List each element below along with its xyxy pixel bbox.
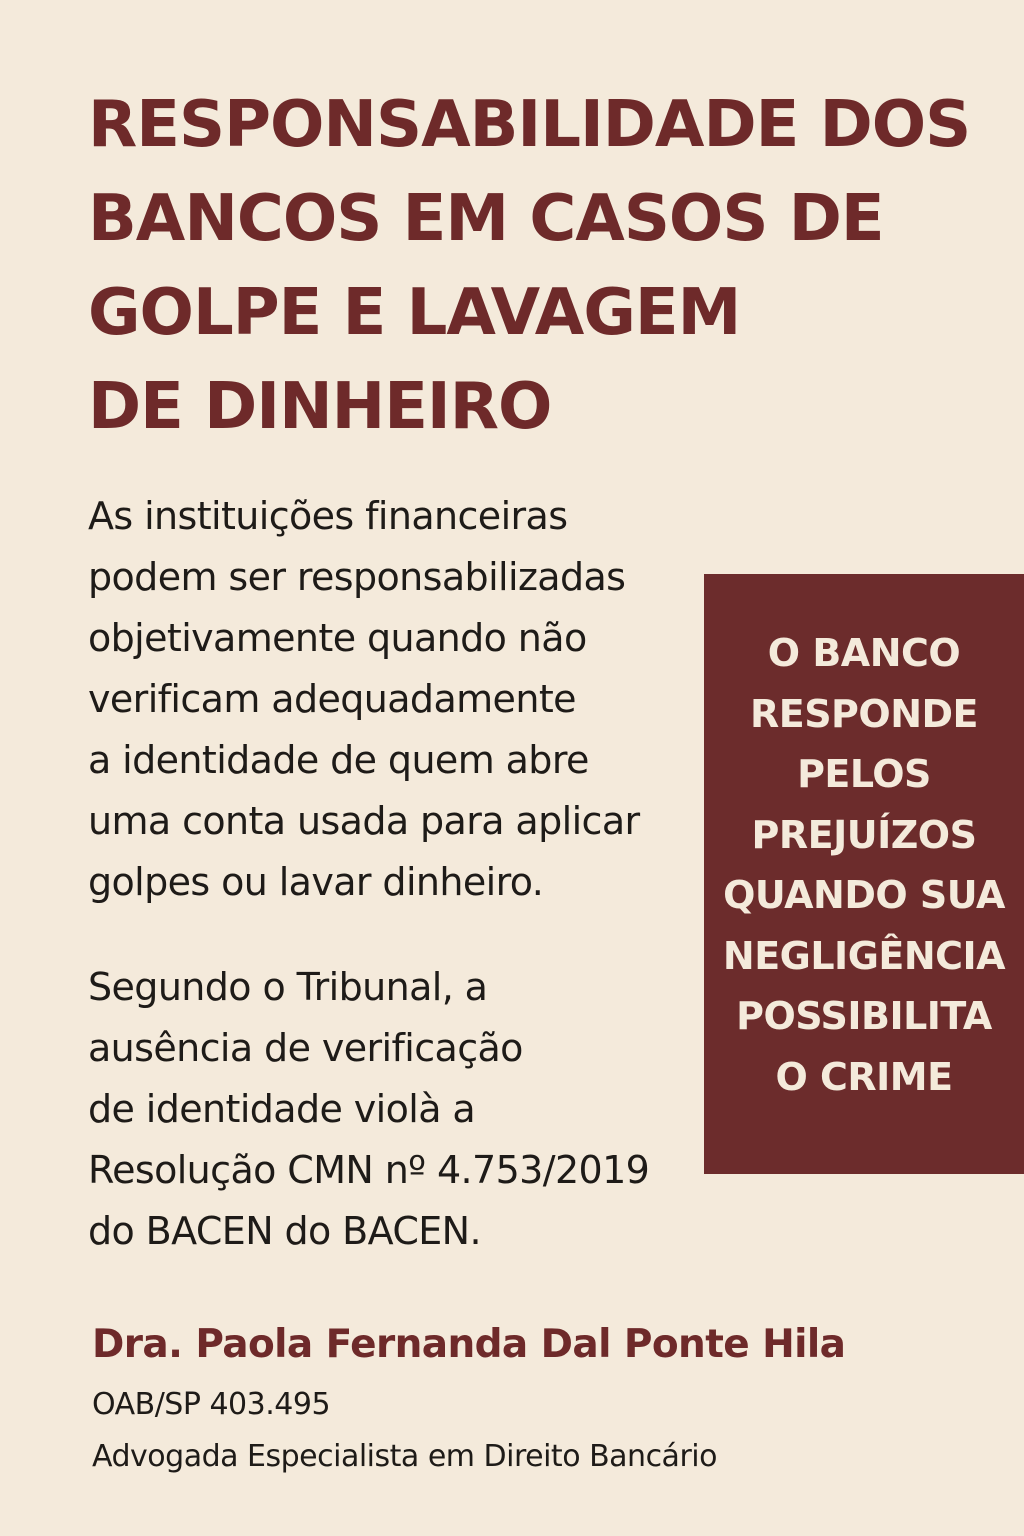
paragraph-line: Segundo o Tribunal, a (88, 965, 488, 1009)
body-paragraph-2 (88, 957, 649, 1262)
paragraph-line: de identidade violà a (88, 1087, 476, 1131)
callout-line: PELOS (797, 752, 931, 796)
paragraph-line: golpes ou lavar dinheiro. (88, 860, 544, 904)
callout-line: POSSIBILITA (736, 994, 992, 1038)
callout-line: NEGLIGÊNCIA (722, 933, 1006, 978)
callout-line: QUANDO SUA (723, 873, 1005, 917)
paragraph-line: uma conta usada para aplicar (88, 799, 640, 843)
title-line: BANCOS EM CASOS DE (88, 182, 884, 256)
author-name: Dra. Paola Fernanda Dal Ponte Hila (92, 1322, 846, 1367)
paragraph-line: ausência de verificação (88, 1026, 523, 1070)
paragraph-line: podem ser responsabilizadas (88, 555, 626, 599)
callout-line: O CRIME (775, 1054, 953, 1099)
callout-line: RESPONDE (749, 691, 979, 736)
paragraph-line: As instituições financeiras (88, 494, 568, 538)
paragraph-line: verificam adequadamente (88, 677, 576, 721)
title-line: DE DINHEIRO (88, 370, 552, 444)
callout-box (704, 574, 1024, 1174)
paragraph-line: a identidade de quem abre (88, 738, 589, 782)
callout-line: O BANCO (767, 631, 961, 675)
page-title (88, 78, 971, 454)
callout-text (723, 623, 1005, 1107)
callout-line: PREJUÍZOS (751, 812, 977, 857)
paragraph-line: Resolução CMN nº 4.753/2019 (88, 1148, 650, 1192)
paragraph-line: objetivamente quando não (88, 616, 587, 660)
title-line: RESPONSABILIDADE DOS (88, 88, 971, 162)
author-role: Advogada Especialista em Direito Bancário (92, 1439, 717, 1474)
title-line: GOLPE E LAVAGEM (88, 276, 741, 350)
author-oab: OAB/SP 403.495 (92, 1387, 331, 1422)
body-paragraph-1 (88, 486, 640, 913)
paragraph-line: do BACEN do BACEN. (88, 1209, 481, 1253)
